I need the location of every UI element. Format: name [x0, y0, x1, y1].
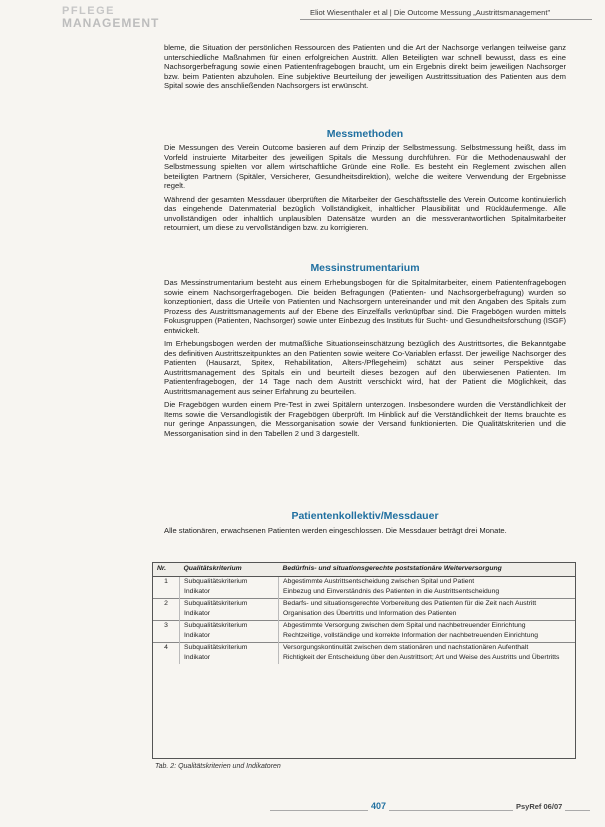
row-nr: 3	[153, 620, 180, 642]
row-text: Bedarfs- und situationsgerechte Vorbereitung des Patienten für die Zeit nach Austritt	[279, 598, 576, 609]
header-rule	[300, 19, 592, 20]
row-criterion: Indikator	[180, 587, 279, 598]
running-title: Eliot Wiesenthaler et al | Die Outcome Messung „Austrittsmanagement"	[310, 8, 551, 17]
page-number: 407	[368, 801, 389, 811]
table-row	[153, 576, 575, 587]
row-criterion: Indikator	[180, 631, 279, 642]
header-description: Bedürfnis- und situationsgerechte poststationäre Weiterversorgung	[279, 563, 576, 576]
table-row	[153, 631, 575, 642]
section-body-messmethoden	[164, 143, 566, 237]
row-criterion: Indikator	[180, 653, 279, 664]
section-body-patientenkollektiv	[164, 526, 566, 540]
criteria-table-grid	[153, 563, 575, 664]
paragraph: Während der gesamten Messdauer überprüften die Mitarbeiter der Geschäftsstelle des Verein Outcome kontinuierlich das eingehende Datenmaterial bezüglich Vollständigkeit, inhaltlicher Plausibilität und Rückläufermenge. Alle unvollständigen oder inhaltlich unplausiblen Datensätze wurden an die messverantwortlichen Spitalmitarbeiter retourniert, um diese zu vervollständigen bzw. zu korrigieren.	[164, 194, 566, 232]
intro-paragraph: bleme, die Situation der persönlichen Ressourcen des Patienten und die Art der Nachsorge verlangen teilweise ganz unterschiedliche Maßnahmen für einen erfolgreichen Austritt. Allen Beteiligten war schnell bewusst, dass es eine Nachsorgerbefragung sowie einen Patientenfragebogen braucht, um ein Ergebnis direkt beim jeweiligen Nachsorger bzw. beim Patienten abzuholen. Eine subjektive Beurteilung der jeweiligen Austrittssituation des Patienten aus dem Spital sowie des anschließenden Nachsorgers ist erwünscht.	[164, 43, 566, 90]
paragraph: Die Fragebögen wurden einem Pre-Test in zwei Spitälern unterzogen. Insbesondere wurden die Verständlichkeit der Items sowie die Versandlogistik der Fragebögen überprüft. Im Hinblick auf die Verständlichkeit der Items brauchte es nur geringe Anpassungen, die Messorganisation sowie der Versand funktionierten. Die Qualitätskriterien und die Messorganisation sind in den Tabellen 2 und 3 dargestellt.	[164, 400, 566, 438]
row-criterion: Subqualitätskriterium	[180, 598, 279, 609]
paragraph: Das Messinstrumentarium besteht aus einem Erhebungsbogen für die Spitalmitarbeiter, einem Patientenfragebogen sowie einem Nachsorgerfragebogen. Die beiden Befragungen (Patienten- und Nachsorgerbefragung) wurden so konzeptioniert, dass die Urteile von Patienten und Nachsorgern untereinander und mit den Angaben des Spitals zum Prozess des Austrittsmanagements auf der Ebene des Einzelfalls verknüpfbar sind. Die Fragebögen wurden mittels Fokusgruppen (Patienten, Nachsorger) sowie unter Einbezug des Instituts für Sucht- und Gesundheitsforschung (ISGF) entwickelt.	[164, 278, 566, 335]
section-heading-messinstrumentarium: Messinstrumentarium	[310, 262, 420, 274]
logo-pflege: PFLEGE	[62, 5, 116, 17]
logo-management: MANAGEMENT	[62, 16, 160, 30]
table-row	[153, 598, 575, 609]
row-nr: 1	[153, 576, 180, 598]
table-row	[153, 609, 575, 620]
row-text: Einbezug und Einverständnis des Patienten in die Austrittsentscheidung	[283, 588, 500, 595]
row-nr: 2	[153, 598, 180, 620]
row-criterion: Subqualitätskriterium	[180, 620, 279, 631]
section-heading-patientenkollektiv: Patientenkollektiv/Messdauer	[291, 510, 439, 522]
paragraph: Im Erhebungsbogen werden der mutmaßliche Situationseinschätzung bezüglich des Austrittsortes, die Bekanntgabe des definitiven Austrittszeitpunktes an den Patienten sowie weitere Co-Variablen erfasst. Der jeweilige Nachsorger des Patienten (Hausarzt, Spitex, Rehabilitation, Alters-/Pflegeheim) schätzt aus seiner Perspektive das Austrittsmanagement des Spitals ein und beurteilt dieses bezogen auf den überwiesenen Patienten. Im Patientenfragebogen, der 14 Tage nach dem Austritt verschickt wird, hat der Patient die Möglichkeit, das Austrittsmanagement aus seiner Erfahrung zu beurteilen.	[164, 339, 566, 396]
paragraph: Alle stationären, erwachsenen Patienten werden eingeschlossen. Die Messdauer beträgt drei Monate.	[164, 526, 507, 535]
table-header-row	[153, 563, 575, 576]
section-body-messinstrumentarium	[164, 278, 566, 442]
section-heading-messmethoden: Messmethoden	[326, 128, 404, 140]
row-text: Abgestimmte Versorgung zwischen dem Spital und nachbetreuender Einrichtung	[279, 620, 576, 631]
criteria-table	[152, 562, 576, 759]
row-text: Abgestimmte Austrittsentscheidung zwischen Spital und Patient	[279, 576, 576, 587]
table-row	[153, 653, 575, 664]
row-text: Versorgungskontinuität zwischen dem stationären und nachstationären Aufenthalt	[279, 642, 576, 653]
table-caption: Tab. 2: Qualitätskriterien und Indikatoren	[155, 763, 281, 770]
row-criterion: Subqualitätskriterium	[180, 642, 279, 653]
header-nr: Nr.	[153, 563, 180, 576]
table-row	[153, 587, 575, 598]
row-text: Organisation des Übertritts und Information des Patienten	[283, 610, 457, 617]
row-criterion: Subqualitätskriterium	[180, 576, 279, 587]
row-nr: 4	[153, 642, 180, 664]
header-criterion: Qualitätskriterium	[180, 563, 279, 576]
row-text: Rechtzeitige, vollständige und korrekte Information der nachbetreuenden Einrichtung	[283, 632, 539, 639]
row-criterion: Indikator	[180, 609, 279, 620]
row-text: Richtigkeit der Entscheidung über den Austrittsort; Art und Weise des Austritts und Übertritts	[283, 654, 560, 661]
table-row	[153, 620, 575, 631]
table-row	[153, 642, 575, 653]
issue-label: PsyRef 06/07	[513, 802, 565, 811]
paragraph: Die Messungen des Verein Outcome basieren auf dem Prinzip der Selbstmessung. Selbstmessung heißt, dass im Vorfeld instruierte Mitarbeiter des jeweiligen Spitals die Messung durchführen. Für die Methodenauswahl der Selbstmessung spielten vor allem wirtschaftliche Gründe eine Rolle. Es besteht ein Reglement zwischen allen beteiligten Partnern (Spitäler, Versicherer, Gesundheitsdirektion), welche die weitere Verwendung der Ergebnisse regelt.	[164, 143, 566, 190]
intro-text	[164, 43, 566, 95]
